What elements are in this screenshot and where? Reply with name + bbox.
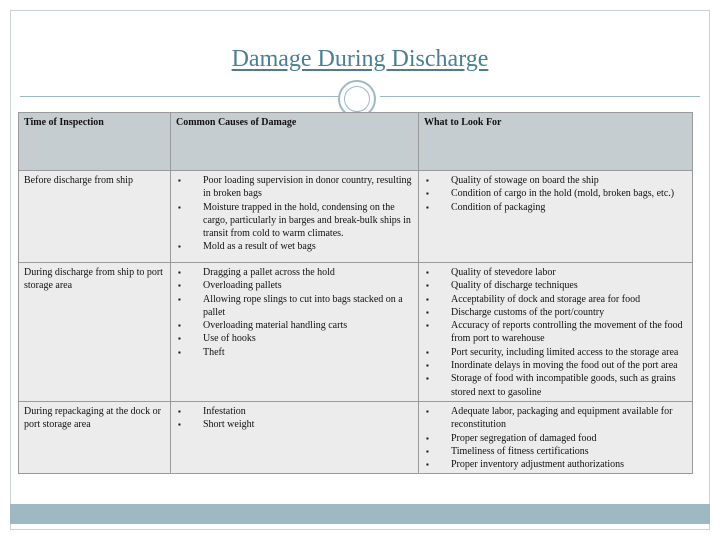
list-item: ▪ Poor loading supervision in donor country, resulting in broken bags bbox=[176, 174, 413, 201]
table-row bbox=[19, 401, 693, 473]
list-item: ▪ Quality of stowage on board the ship bbox=[424, 174, 687, 187]
footer-bar bbox=[10, 504, 710, 524]
header-time-of-inspection: Time of Inspection bbox=[19, 113, 171, 171]
time-cell: Before discharge from ship bbox=[19, 171, 171, 263]
list-item: ▪ Proper segregation of damaged food bbox=[424, 432, 687, 445]
list-item: ▪ Proper inventory adjustment authorizations bbox=[424, 458, 687, 471]
slide-title: Damage During Discharge bbox=[231, 46, 489, 72]
header-common-causes: Common Causes of Damage bbox=[171, 113, 419, 171]
look-for-cell bbox=[419, 171, 693, 263]
inspection-table bbox=[18, 112, 693, 474]
title-divider-right bbox=[380, 96, 700, 97]
title-divider-left bbox=[20, 96, 340, 97]
list-item: ▪ Discharge customs of the port/country bbox=[424, 306, 687, 319]
list-item: ▪ Infestation bbox=[176, 405, 413, 418]
list-item: ▪ Moisture trapped in the hold, condensing on the cargo, particularly in barges and break-bulk ships in transit from cold to warm climates. bbox=[176, 201, 413, 241]
table-row bbox=[19, 171, 693, 263]
time-cell: During repackaging at the dock or port storage area bbox=[19, 401, 171, 473]
header-what-to-look-for: What to Look For bbox=[419, 113, 693, 171]
list-item: ▪ Use of hooks bbox=[176, 332, 413, 345]
list-item: ▪ Accuracy of reports controlling the movement of the food from port to warehouse bbox=[424, 319, 687, 346]
table-row bbox=[19, 263, 693, 402]
list-item: ▪ Port security, including limited access to the storage area bbox=[424, 346, 687, 359]
list-item: ▪ Overloading material handling carts bbox=[176, 319, 413, 332]
look-for-cell bbox=[419, 401, 693, 473]
causes-cell bbox=[171, 171, 419, 263]
causes-cell bbox=[171, 401, 419, 473]
list-item: ▪ Adequate labor, packaging and equipment available for reconstitution bbox=[424, 405, 687, 432]
list-item: ▪ Overloading pallets bbox=[176, 279, 413, 292]
list-item: ▪ Storage of food with incompatible goods, such as grains stored next to gasoline bbox=[424, 372, 687, 399]
list-item: ▪ Acceptability of dock and storage area for food bbox=[424, 293, 687, 306]
list-item: ▪ Condition of cargo in the hold (mold, broken bags, etc.) bbox=[424, 187, 687, 200]
list-item: ▪ Timeliness of fitness certifications bbox=[424, 445, 687, 458]
list-item: ▪ Dragging a pallet across the hold bbox=[176, 266, 413, 279]
list-item: ▪ Short weight bbox=[176, 418, 413, 431]
list-item: ▪ Allowing rope slings to cut into bags stacked on a pallet bbox=[176, 293, 413, 320]
time-cell: During discharge from ship to port storage area bbox=[19, 263, 171, 402]
list-item: ▪ Quality of stevedore labor bbox=[424, 266, 687, 279]
list-item: ▪ Theft bbox=[176, 346, 413, 359]
causes-cell bbox=[171, 263, 419, 402]
list-item: ▪ Condition of packaging bbox=[424, 201, 687, 214]
list-item: ▪ Mold as a result of wet bags bbox=[176, 240, 413, 253]
table-header-row bbox=[19, 113, 693, 171]
look-for-cell bbox=[419, 263, 693, 402]
list-item: ▪ Quality of discharge techniques bbox=[424, 279, 687, 292]
list-item: ▪ Inordinate delays in moving the food out of the port area bbox=[424, 359, 687, 372]
